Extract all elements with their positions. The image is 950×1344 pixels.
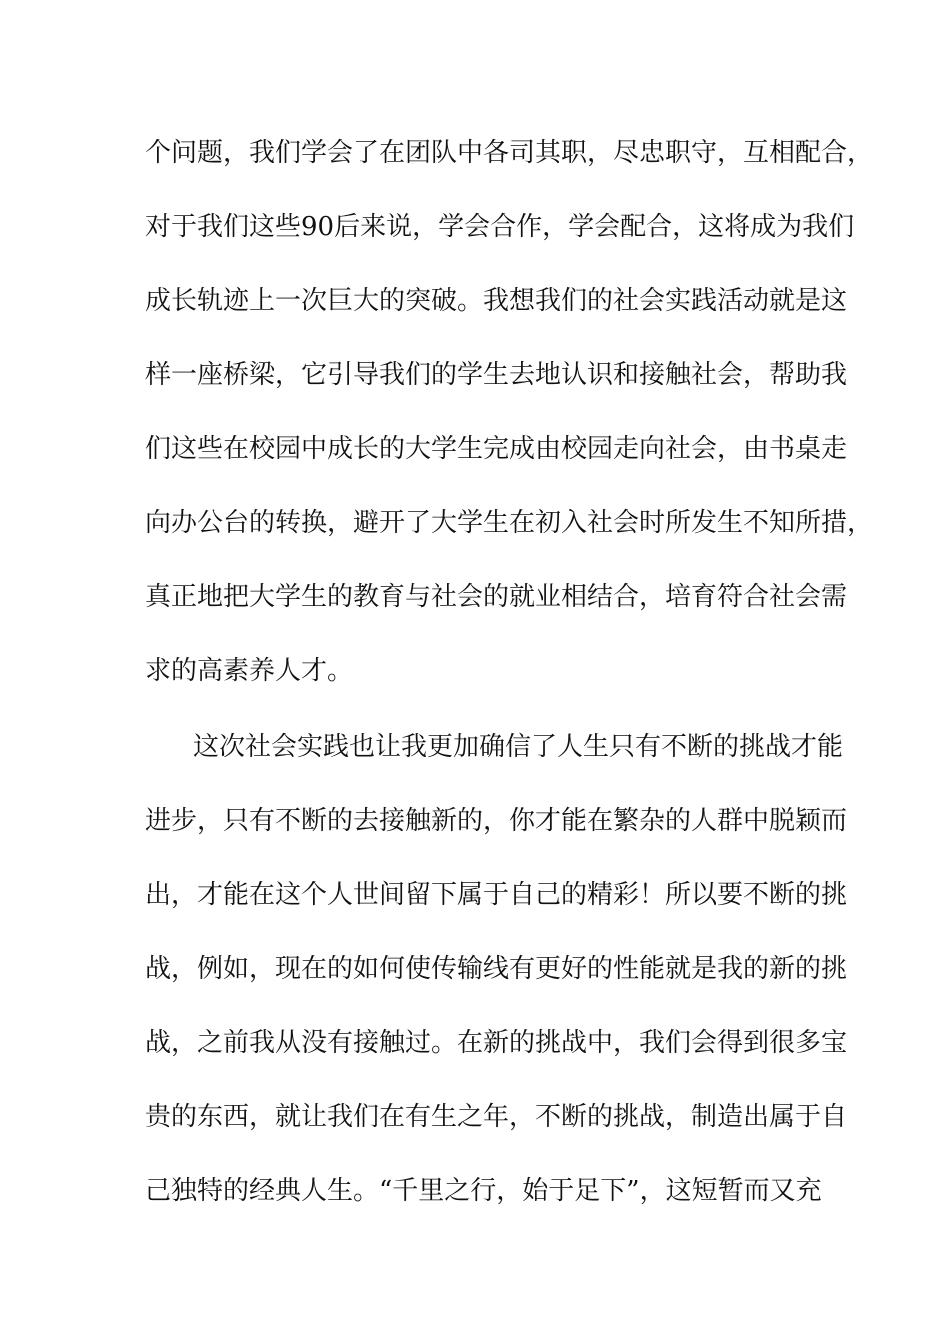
text-line: 战，之前我从没有接触过。在新的挑战中，我们会得到很多宝 [145,1028,848,1058]
text-line: 成长轨迹上一次巨大的突破。我想我们的社会实践活动就是这 [145,286,848,316]
paragraph-first-line: 这次社会实践也让我更加确信了人生只有不断的挑战才能 [193,732,844,762]
text-line: 真正地把大学生的教育与社会的就业相结合，培育符合社会需 [145,582,848,612]
text-line: 样一座桥梁，它引导我们的学生去地认识和接触社会，帮助我 [145,360,848,390]
text-line: 己独特的经典人生。“千里之行，始于足下”，这短暂而又充 [145,1176,822,1206]
text-line: 进步，只有不断的去接触新的，你才能在繁杂的人群中脱颖而 [145,806,848,836]
text-line: 对于我们这些90后来说，学会合作，学会配合，这将成为我们 [145,212,855,242]
text-line: 向办公台的转换，避开了大学生在初入社会时所发生不知所措， [145,508,874,538]
text-line: 贵的东西，就让我们在有生之年，不断的挑战，制造出属于自 [145,1102,848,1132]
text-line: 个问题，我们学会了在团队中各司其职，尽忠职守，互相配合， [145,138,874,168]
text-line: 战，例如，现在的如何使传输线有更好的性能就是我的新的挑 [145,954,848,984]
text-line: 出，才能在这个人世间留下属于自己的精彩！所以要不断的挑 [145,880,848,910]
text-line: 求的高素养人才。 [145,656,354,686]
text-line: 们这些在校园中成长的大学生完成由校园走向社会，由书桌走 [145,434,848,464]
